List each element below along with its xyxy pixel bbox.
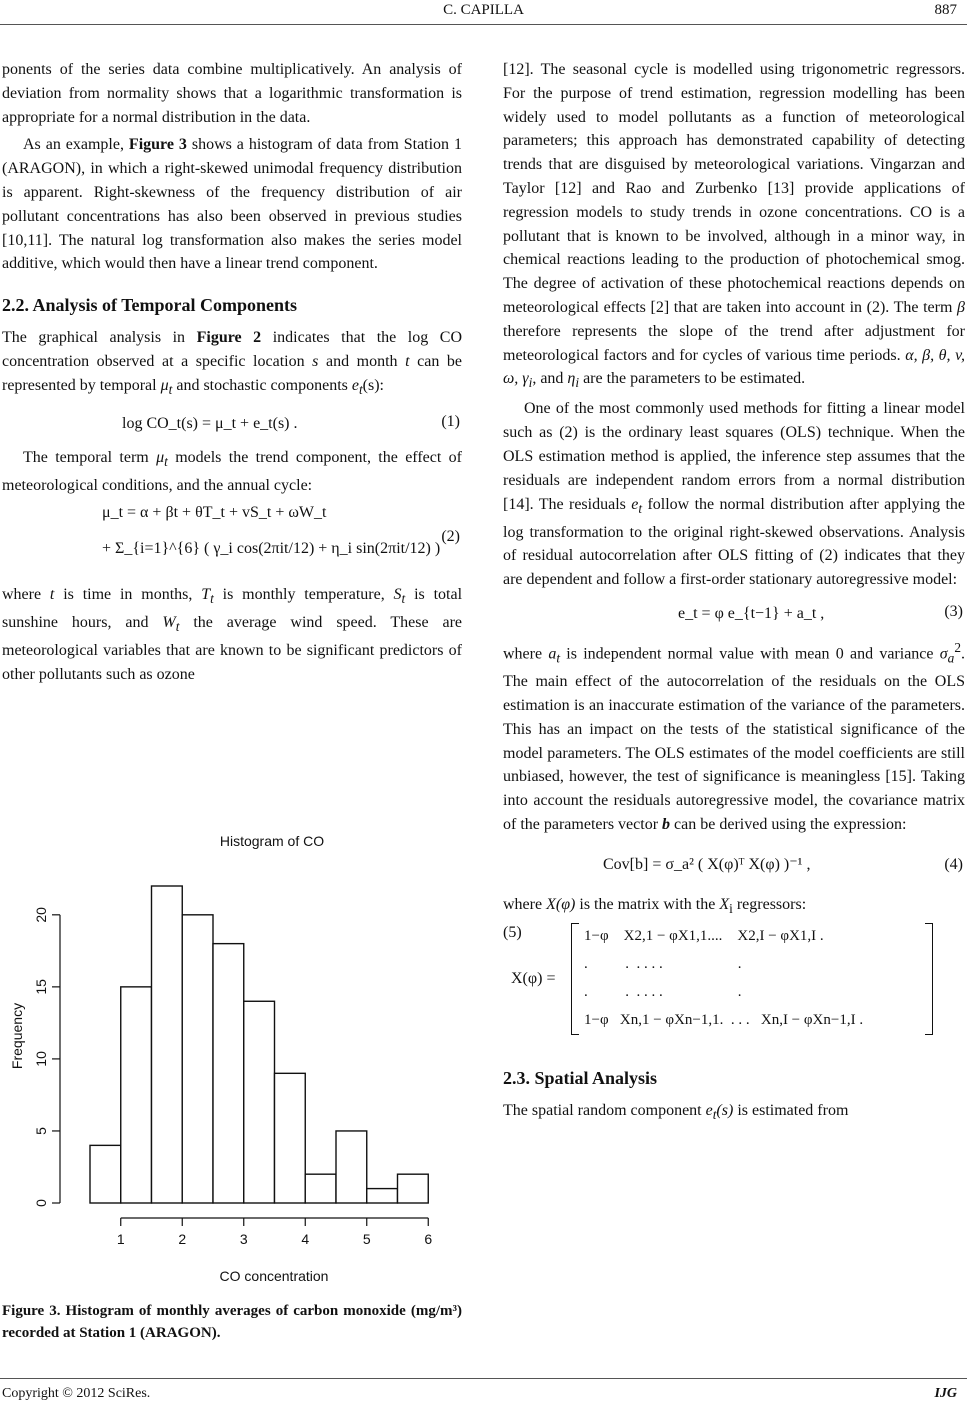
paragraph: [12]. The seasonal cycle is modelled using trigonometric regressors. For the purpose of trend estimation, regression modelling has been widely used to model pollutants as a function of meteorological parameters; this approach has demonstrated capability of detecting trends that are disguised by meteorological variations. Vingarzan and Taylor [12] and Rao and Zurbenko [13] provide applications of regression models to study trends in ozone concentrations. CO is a pollutant that is known to be involved, although in a minor way, in chemical reactions leading to the production of photochemical smog. The degree of activation of these photochemical reactions depends on meteorological effects [2] that are taken into account in (2). The term β therefore represents the slope of the trend after adjustment for meteorological factors and for cycles of various time periods. α, β, θ, v, ω, $\gamma_i$, and $\eta_i$ are the parameters to be estimated.: [503, 61, 965, 391]
equation-3: [503, 592, 965, 636]
y-tick-label: 10: [33, 1051, 49, 1067]
equation-body: log CO_t(s) = μ_t + e_t(s) .: [122, 414, 298, 432]
running-head-author: C. CAPILLA: [443, 2, 524, 18]
x-tick-label: 3: [239, 1231, 248, 1247]
figure-caption: Figure 3. Histogram of monthly averages of carbon monoxide (mg/m³) recorded at Station 1 (ARAGON).: [2, 1303, 462, 1341]
footer-rule: [0, 1378, 967, 1379]
equation-body: Cov[b] = σ_a² ( X(φ)ᵀ X(φ) )⁻¹ ,: [603, 855, 811, 873]
equation-2: [2, 497, 462, 583]
bracket-tick: [571, 1034, 579, 1035]
x-tick-label: 5: [362, 1231, 371, 1247]
matrix-lhs: X(φ) =: [511, 969, 556, 987]
y-tick-label: 20: [33, 907, 49, 923]
equation-5: [503, 921, 965, 1041]
section-heading: 2.3. Spatial Analysis: [503, 1067, 658, 1088]
histogram-bar: [367, 1189, 398, 1203]
paragraph: The spatial random component $e_t(s)$ is estimated from: [503, 1101, 849, 1122]
y-axis-label: Frequency: [9, 1002, 25, 1070]
header-rule: [0, 24, 967, 25]
equation-1: [2, 402, 462, 446]
histogram-bar: [305, 1174, 336, 1203]
equation-number: (1): [441, 412, 460, 430]
histogram-bar: [275, 1073, 306, 1203]
equation-number: (4): [944, 855, 963, 873]
paragraph: The temporal term $\mu_t$ models the trend component, the effect of meteorological conditions, and the annual cycle:: [2, 448, 462, 494]
figure-3: [2, 828, 464, 1298]
paragraph: One of the most commonly used methods for fitting a linear model such as (2) is the ordinary least squares (OLS) technique. When the OLS estimation method is applied, the inference step assumes that the residuals are independent random errors from a normal distribution [14]. The residuals $e_t$ follow the normal distribution after applying the log transformation to the original right-skewed observations. Analysis of residual autocorrelation after OLS fitting of (2) indicates that they are dependent and follow a first-order stationary autoregressive model:: [503, 400, 966, 589]
figure-ref[interactable]: Figure 2: [196, 328, 262, 346]
matrix-row: 1−φ X2,1 − φX1,1.... X2,I − φX1,I .: [584, 927, 824, 944]
equation-number: (3): [944, 602, 963, 620]
matrix-row: 1−φ Xn,1 − φXn−1,1. . . . Xn,I − φXn−1,I .: [584, 1011, 864, 1028]
paragraph: where $a_t$ is independent normal value with mean 0 and variance $\sigma_a^2$. The main effect of the autocorrelation of the residuals on the OLS estimation is an inaccurate estimation of the variance of the parameters. This has an impact on the tests of the statistical significance of the model parameters. The OLS estimates of the model coefficients are still unbiased, however, the test of significance is meaningless [15]. Taking into account the residuals autoregressive model, the covariance matrix of the parameters vector b can be derived using the expression:: [503, 639, 965, 833]
bracket-tick: [571, 923, 579, 924]
y-tick-label: 15: [33, 979, 49, 995]
figure-ref[interactable]: Figure 3: [128, 136, 187, 154]
paragraph: where X(φ) is the matrix with the $X_i$ regressors:: [503, 895, 807, 916]
x-tick-label: 4: [301, 1231, 310, 1247]
paragraph: The graphical analysis in Figure 2 indicates that the log CO concentration observed at a specific location s and month t can be represented by temporal $\mu_t$ and stochastic components $e_t(s)$:: [2, 328, 463, 397]
footer-copyright: Copyright © 2012 SciRes.: [2, 1386, 151, 1401]
chart-title: Histogram of CO: [219, 833, 325, 849]
right-column: [503, 58, 965, 1127]
histogram-bar: [90, 1145, 121, 1203]
section-heading: 2.2. Analysis of Temporal Components: [2, 295, 298, 316]
y-tick-label: 0: [33, 1199, 49, 1207]
histogram-bar: [398, 1174, 429, 1203]
histogram-bar: [244, 1001, 275, 1203]
paragraph: As an example, Figure 3 shows a histogram of data from Station 1 (ARAGON), in which a right-skewed unimodal frequency distribution is apparent. Right-skewness of the frequency distribution of air pollutant concentrations has also been observed in previous studies [10,11]. The natural log transformation also makes the series model additive, which would then have a linear trend component.: [2, 136, 463, 273]
matrix-row: . . . . . . .: [584, 955, 742, 972]
equation-number: (5): [503, 923, 522, 941]
equation-line: μ_t = α + βt + θT_t + vS_t + ωW_t: [102, 504, 327, 522]
histogram-bar: [152, 886, 183, 1203]
equation-number: (2): [441, 528, 460, 546]
paragraph: where t is time in months, $T_t$ is monthly temperature, $S_t$ is total sunshine hours, and $W_t$ the average wind speed. These are meteorological variables that are known to be significant predictors of other pollutants such as ozone: [2, 586, 463, 684]
histogram-bar: [121, 987, 152, 1203]
histogram-bar: [182, 915, 213, 1203]
matrix-brackets: [571, 923, 933, 1035]
equation-body: e_t = φ e_{t−1} + a_t ,: [678, 604, 825, 622]
matrix-row: . . . . . . .: [584, 983, 742, 1000]
x-tick-label: 1: [116, 1231, 125, 1247]
paragraph: ponents of the series data combine multiplicatively. An analysis of deviation from normality shows that a logarithmic transformation is appropriate for a normal distribution in the data.: [2, 61, 462, 126]
x-tick-label: 2: [178, 1231, 187, 1247]
left-column: [2, 58, 462, 687]
footer-journal: IJG: [934, 1386, 957, 1401]
x-tick-label: 6: [424, 1231, 433, 1247]
bracket-tick: [925, 923, 933, 924]
bracket-tick: [925, 1034, 933, 1035]
histogram-chart: [2, 828, 464, 1298]
equation-4: [503, 837, 965, 893]
equation-line: + Σ_{i=1}^{6} ( γ_i cos(2πit/12) + η_i sin(2πit/12) ): [102, 540, 441, 558]
histogram-bar: [213, 944, 244, 1203]
y-tick-label: 5: [33, 1127, 49, 1135]
page-number: 887: [934, 2, 957, 18]
x-axis-label: CO concentration: [219, 1268, 329, 1284]
histogram-bar: [336, 1131, 367, 1203]
